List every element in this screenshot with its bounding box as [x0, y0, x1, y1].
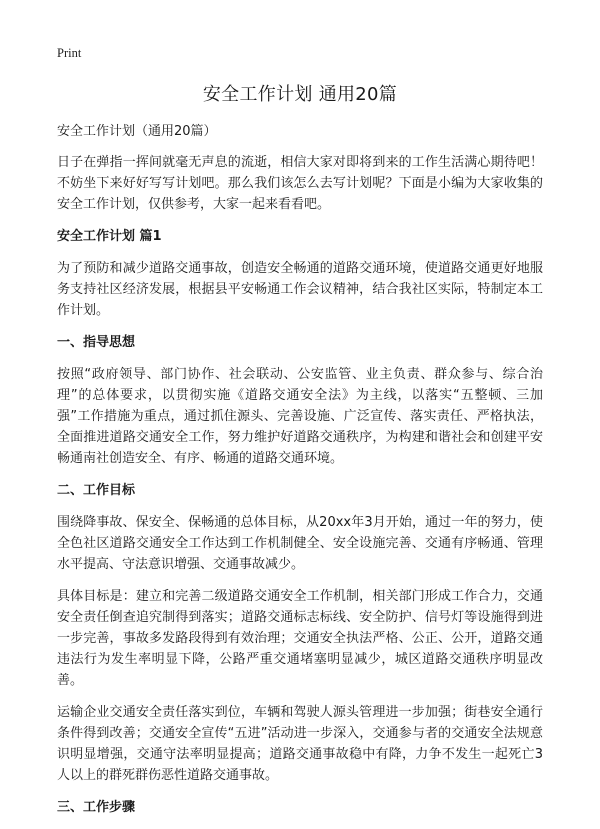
paragraph-specific-goals: 具体目标是：建立和完善二级道路交通安全工作机制，相关部门形成工作合力，交通安全责任倒查追究制得到落实；道路交通标志标线、安全防护、信号灯等设施得到进一步完善，事故多发路段得到有效治理；交通安全执法严格、公正、公开，道路交通违法行为发生率明显下降，公路严重交通堵塞明显减少，城区道路交通秩序明显改善。: [57, 589, 543, 688]
print-label[interactable]: Print: [57, 46, 82, 60]
heading-work-steps: 三、工作步骤: [57, 800, 136, 815]
heading-work-goals: 二、工作目标: [57, 483, 136, 498]
section-heading: 安全工作计划 篇1: [57, 229, 162, 244]
intro-paragraph: 日子在弹指一挥间就毫无声息的流逝，相信大家对即将到来的工作生活满心期待吧！不妨坐下来好好写写计划吧。那么我们该怎么去写计划呢？下面是小编为大家收集的安全工作计划，仅供参考，大家一起来看看吧。: [57, 155, 543, 212]
heading-guiding-ideology: 一、指导思想: [57, 335, 136, 350]
paragraph-guiding-ideology: 按照“政府领导、部门协作、社会联动、公安监管、业主负责、群众参与、综合治理”的总体要求，以贯彻实施《道路交通安全法》为主线，以落实“五整顿、三加强”工作措施为重点，通过抓住源头、完善设施、广泛宣传、落实责任、严格执法，全面推进道路交通安全工作，努力维护好道路交通秩序，为构建和谐社会和创建平安畅通南社创造安全、有序、畅通的道路交通环境。: [57, 367, 543, 466]
document-subtitle: 安全工作计划（通用20篇）: [57, 124, 217, 139]
section-intro-paragraph: 为了预防和减少道路交通事故，创造安全畅通的道路交通环境，使道路交通更好地服务支持社区经济发展，根据县平安畅通工作会议精神，结合我社区实际，特制定本工作计划。: [57, 261, 543, 318]
document-body: [57, 121, 543, 829]
paragraph-overall-goal: 围绕降事故、保安全、保畅通的总体目标，从20xx年3月开始，通过一年的努力，使全色社区道路交通安全工作达到工作机制健全、安全设施完善、交通有序畅通、管理水平提高、守法意识增强、交通事故减少。: [57, 515, 543, 572]
paragraph-transport-goals: 运输企业交通安全责任落实到位，车辆和驾驶人源头管理进一步加强；街巷安全通行条件得到改善；交通安全宣传“五进”活动进一步深入，交通参与者的交通安全法规意识明显增强，交通守法率明显提高；道路交通事故稳中有降，力争不发生一起死亡3人以上的群死群伤恶性道路交通事故。: [57, 705, 543, 783]
document-title: 安全工作计划 通用20篇: [202, 84, 398, 105]
